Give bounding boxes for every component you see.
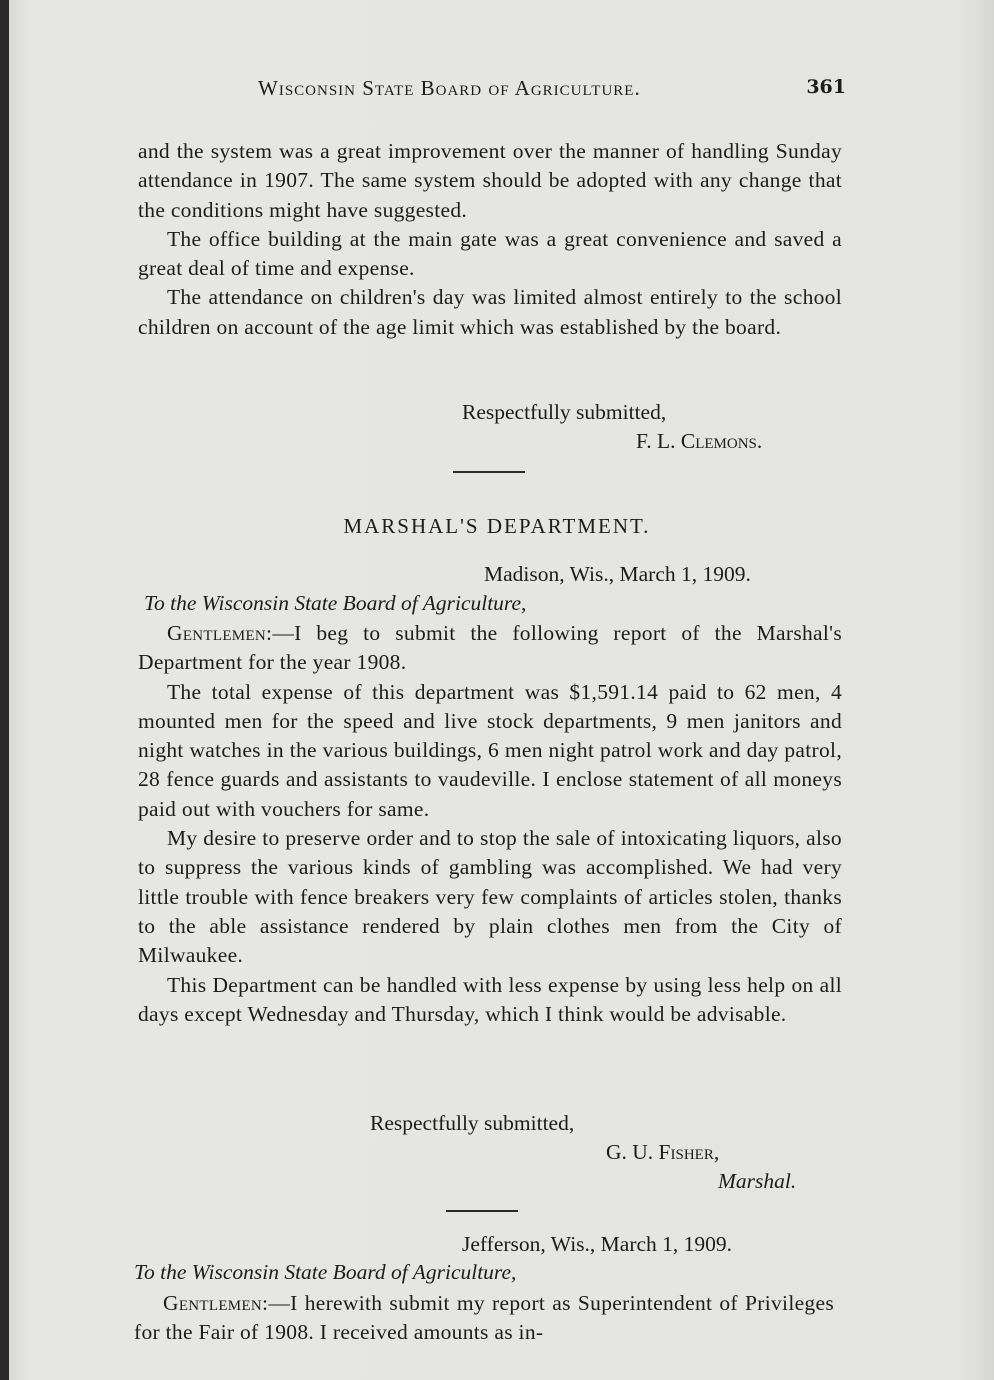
marshal-paragraph-1-text: —I beg to submit the following report of the Marshal's Department for the year 1908. <box>138 621 842 675</box>
clemons-paragraph-3: The attendance on children's day was limited almost entirely to the school children on account of the age limit which was established by the board. <box>138 285 842 339</box>
clemons-paragraph-2: The office building at the main gate was a great convenience and saved a great deal of time and expense. <box>138 226 842 281</box>
privileges-paragraph-1-text: —I herewith submit my report as Superintendent of Privileges for the Fair of 1908. I received amounts as in- <box>134 1291 834 1345</box>
section-title-marshal: MARSHAL'S DEPARTMENT. <box>343 514 651 538</box>
clemons-signature: F. L. Clemons. <box>636 429 763 453</box>
clemons-closing: Respectfully submitted, <box>462 400 667 424</box>
marshal-place-date: Madison, Wis., March 1, 1909. <box>484 562 751 586</box>
privileges-salutation: Gentlemen: <box>163 1291 269 1315</box>
section-divider-2 <box>446 1210 518 1212</box>
clemons-report <box>138 137 842 342</box>
marshal-paragraph-3: My desire to preserve order and to stop the sale of intoxicating liquors, also to suppress the various kinds of gambling was accomplished. We had very little trouble with fence breakers very few complaints of articles stolen, thanks to the able assistance rendered by plain clothes men from the City of Milwaukee. <box>138 826 842 968</box>
marshal-paragraph-4: This Department can be handled with less expense by using less help on all days except Wednesday and Thursday, which I think would be advisable. <box>138 972 842 1026</box>
privileges-addressee: To the Wisconsin State Board of Agriculture, <box>134 1260 517 1284</box>
privileges-place-date: Jefferson, Wis., March 1, 1909. <box>462 1232 733 1256</box>
marshal-paragraph-1 <box>138 619 842 678</box>
privileges-report <box>134 1289 834 1348</box>
running-header <box>258 76 848 101</box>
running-header-title: Wisconsin State Board of Agriculture. <box>258 76 641 100</box>
marshal-addressee: To the Wisconsin State Board of Agriculture, <box>144 591 527 615</box>
clemons-paragraph-1: and the system was a great improvement over the manner of handling Sunday attendance in 1907. The same system should be adopted with any change that the conditions might have suggested. <box>138 139 842 222</box>
marshal-title: Marshal. <box>718 1169 797 1193</box>
marshal-report <box>138 619 842 1029</box>
marshal-signature: G. U. Fisher, <box>606 1140 720 1164</box>
marshal-salutation: Gentlemen: <box>167 621 273 645</box>
section-divider-1 <box>453 471 525 473</box>
marshal-paragraph-2: The total expense of this department was $1,591.14 paid to 62 men, 4 mounted men for the speed and live stock departments, 9 men janitors and night watches in the various buildings, 6 men night patrol work and day patrol, 28 fence guards and assistants to vaudeville. I enclose statement of all moneys paid out with vouchers for same. <box>138 679 842 821</box>
book-spine-shadow <box>0 0 9 1380</box>
page-number: 361 <box>806 76 846 98</box>
privileges-paragraph-1 <box>134 1289 834 1348</box>
marshal-closing: Respectfully submitted, <box>370 1111 575 1135</box>
